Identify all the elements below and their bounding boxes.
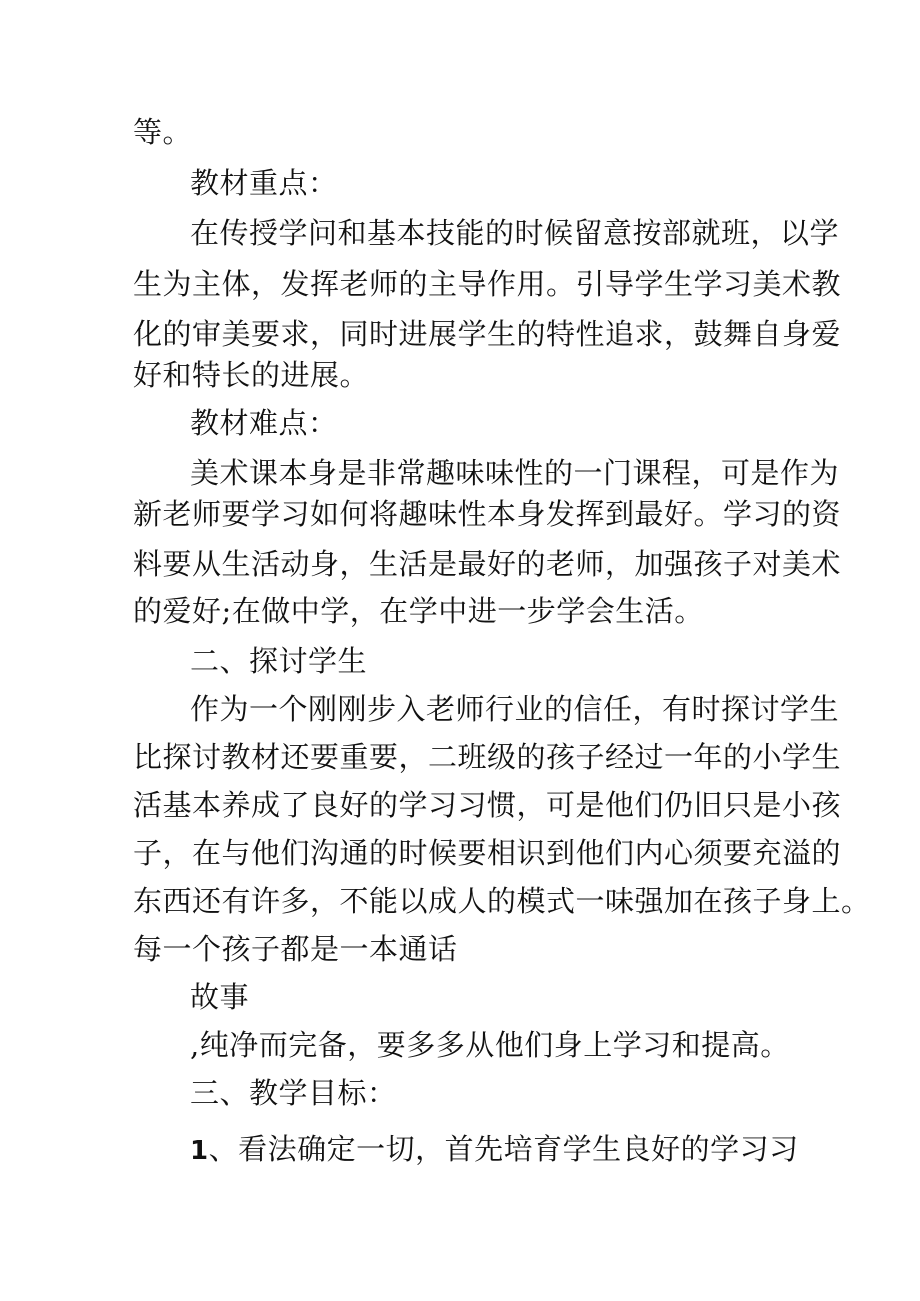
paragraph-line: 生为主体，发挥老师的主导作用。引导学生学习美术教 — [133, 267, 842, 301]
paragraph-line: 故事 — [190, 980, 250, 1014]
paragraph-line: 料要从生活动身，生活是最好的老师，加强孩子对美术 — [133, 547, 842, 581]
paragraph-line: 在传授学问和基本技能的时候留意按部就班，以学 — [190, 216, 840, 250]
paragraph-line: 活基本养成了良好的学习习惯，可是他们仍旧只是小孩 — [133, 788, 842, 822]
paragraph-line: 每一个孩子都是一本通话 — [133, 932, 458, 966]
paragraph-line: 美术课本身是非常趣味味性的一门课程，可是作为 — [190, 456, 840, 490]
paragraph-line: 化的审美要求，同时进展学生的特性追求，鼓舞自身爱 — [133, 317, 842, 351]
paragraph-line: 新老师要学习如何将趣味性本身发挥到最好。学习的资 — [133, 497, 842, 531]
paragraph-line: 子，在与他们沟通的时候要相识到他们内心须要充溢的 — [133, 836, 842, 870]
section-heading-students: 二、探讨学生 — [190, 644, 368, 678]
text-line: 等。 — [133, 115, 193, 149]
paragraph-line: 东西还有许多，不能以成人的模式一味强加在孩子身上。 — [133, 884, 871, 918]
paragraph-line: 比探讨教材还要重要，二班级的孩子经过一年的小学生 — [133, 740, 842, 774]
paragraph-line: 好和特长的进展。 — [133, 358, 370, 392]
section-heading-difficulties: 教材难点： — [190, 406, 338, 440]
paragraph-line: ,纯净而完备，要多多从他们身上学习和提高。 — [190, 1028, 790, 1062]
paragraph-line: 的爱好;在做中学，在学中进一步学会生活。 — [133, 594, 704, 628]
paragraph-line: 作为一个刚刚步入老师行业的信任，有时探讨学生 — [190, 692, 840, 726]
list-item-number: 1 — [190, 1136, 209, 1166]
section-heading-goals: 三、教学目标： — [190, 1076, 397, 1110]
list-item-text: 、看法确定一切，首先培育学生良好的学习习 — [208, 1132, 799, 1166]
list-item — [190, 1129, 799, 1169]
section-heading-key-points: 教材重点： — [190, 166, 338, 200]
